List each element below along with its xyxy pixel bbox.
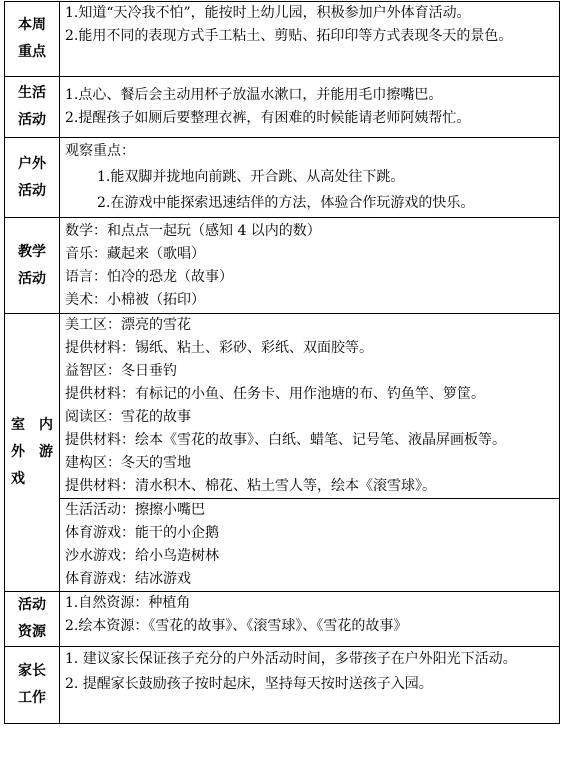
label-text: 活动	[18, 182, 46, 199]
weekly-plan-table	[4, 1, 560, 724]
text-line: 提供材料：有标记的小鱼、任务卡、用作池塘的布、钓鱼竿、箩筐。	[65, 386, 485, 402]
label-text: 本周	[18, 17, 46, 33]
text-line: 1.点心、餐后会主动用杯子放温水漱口，并能用毛巾擦嘴巴。	[65, 87, 443, 103]
text-line: 2.提醒孩子如厕后要整理衣裤，有困难的时候能请老师阿姨帮忙。	[65, 110, 471, 126]
row-outdoor	[5, 138, 560, 218]
label-text: 教学	[18, 243, 46, 260]
text-line: 1.知道“天冷我不怕”，能按时上幼儿园，积极参加户外体育活动。	[65, 5, 471, 21]
content-weekly-focus	[60, 2, 560, 77]
label-weekly-focus	[5, 2, 60, 77]
label-text: 工作	[18, 690, 46, 706]
content-parents	[60, 647, 560, 724]
label-text: 重点	[18, 44, 46, 60]
label-text: 家长	[18, 663, 46, 679]
label-daily-life	[5, 77, 60, 138]
text-line: 音乐：藏起来（歌唱）	[65, 245, 205, 262]
text-line: 数学：和点点一起玩（感知 4 以内的数）	[65, 222, 321, 239]
text-line: 美术：小棉被（拓印）	[65, 291, 205, 308]
text-line: 1. 建议家长保证孩子充分的户外活动时间，多带孩子在户外阳光下活动。	[65, 651, 517, 667]
text-line: 1.能双脚并拢地向前跳、开合跳、从高处往下跳。	[97, 169, 405, 185]
label-text: 活动	[18, 597, 46, 613]
content-outdoor	[60, 138, 560, 218]
label-text: 生活	[18, 85, 46, 101]
text-line: 生活活动：擦擦小嘴巴	[65, 502, 205, 518]
row-weekly-focus	[5, 2, 560, 77]
content-teaching	[60, 218, 560, 314]
text-line: 建构区：冬天的雪地	[65, 455, 191, 471]
label-games	[5, 314, 60, 592]
text-line: 沙水游戏：给小鸟造树林	[65, 548, 219, 564]
text-line: 益智区：冬日垂钓	[65, 363, 177, 379]
text-line: 体育游戏：结冰游戏	[65, 571, 191, 587]
text-line: 语言：怕冷的恐龙（故事）	[65, 268, 233, 285]
label-text: 资源	[18, 624, 46, 640]
label-text: 戏	[11, 471, 25, 487]
label-parents	[5, 647, 60, 724]
text-line: 提供材料：绘本《雪花的故事》、白纸、蜡笔、记号笔、液晶屏画板等。	[65, 432, 506, 448]
content-daily-life	[60, 77, 560, 138]
text-line: 观察重点：	[65, 143, 135, 159]
content-resources	[60, 592, 560, 647]
label-text: 户外	[18, 155, 46, 172]
label-outdoor	[5, 138, 60, 218]
text-line: 2.能用不同的表现方式手工粘土、剪贴、拓印印等方式表现冬天的景色。	[65, 28, 513, 44]
text-line: 提供材料：清水积木、棉花、粘土雪人等，绘本《滚雪球》。	[65, 478, 436, 494]
label-resources	[5, 592, 60, 647]
row-games-activities	[5, 499, 560, 592]
text-line: 提供材料：锡纸、粘土、彩砂、彩纸、双面胶等。	[65, 340, 373, 356]
label-text: 外 游	[11, 444, 53, 460]
label-text: 室 内	[11, 417, 53, 433]
content-games-activities	[60, 499, 560, 592]
row-teaching	[5, 218, 560, 314]
label-text: 活动	[18, 270, 46, 287]
row-games-areas	[5, 314, 560, 499]
text-line: 1.自然资源：种植角	[65, 595, 191, 611]
text-line: 2.在游戏中能探索迅速结伴的方法，体验合作玩游戏的快乐。	[97, 195, 475, 211]
text-line: 美工区：漂亮的雪花	[65, 317, 191, 333]
label-text: 活动	[18, 112, 46, 128]
row-parents	[5, 647, 560, 724]
row-resources	[5, 592, 560, 647]
text-line: 2. 提醒家长鼓励孩子按时起床，坚持每天按时送孩子入园。	[65, 676, 433, 692]
label-teaching	[5, 218, 60, 314]
text-line: 体育游戏：能干的小企鹅	[65, 525, 219, 541]
row-daily-life	[5, 77, 560, 138]
text-line: 2.绘本资源：《雪花的故事》、《滚雪球》、《雪花的故事》	[65, 618, 408, 634]
text-line: 阅读区：雪花的故事	[65, 409, 191, 425]
content-games-areas	[60, 314, 560, 499]
